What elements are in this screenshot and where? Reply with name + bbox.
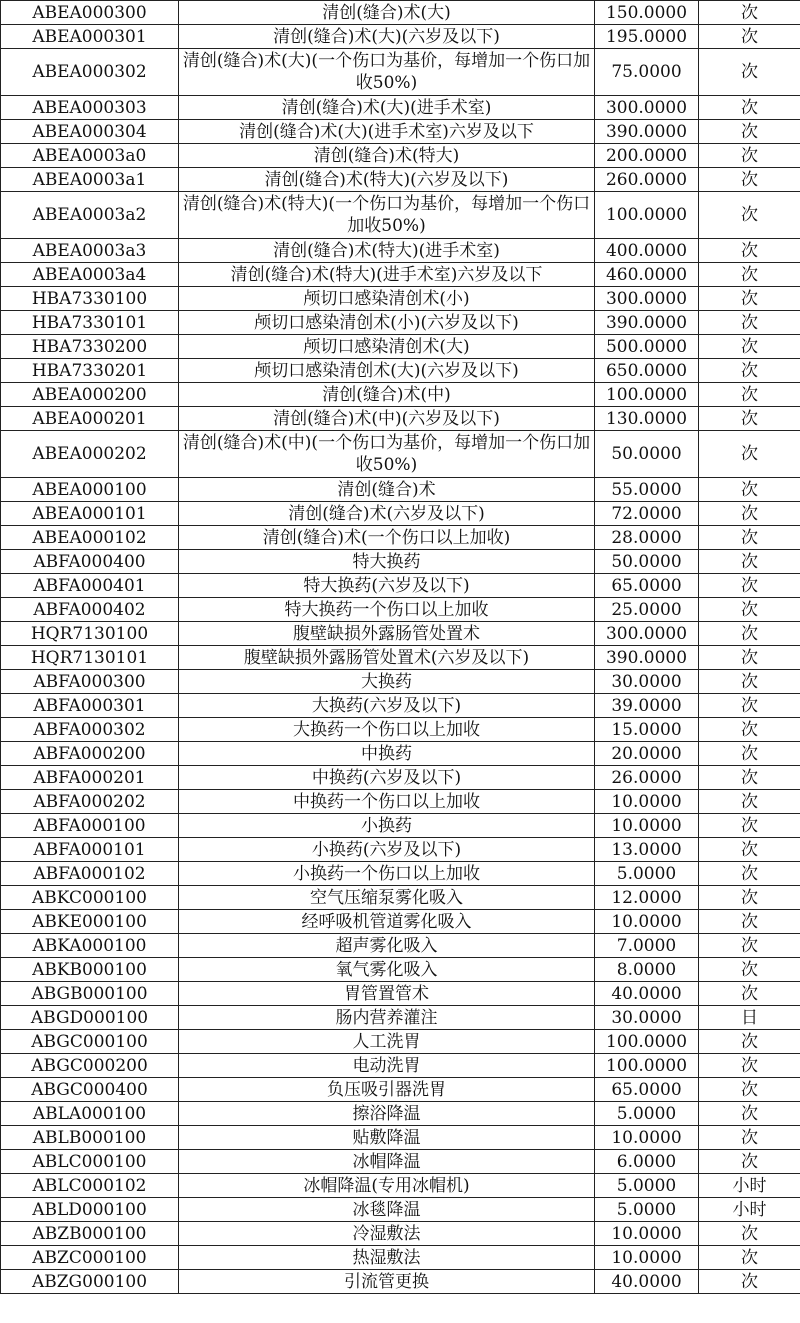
item-unit-cell: 次 (699, 25, 800, 49)
table-row (1, 49, 800, 96)
item-unit-cell: 次 (699, 1126, 800, 1150)
item-code-cell: ABEA000101 (1, 502, 179, 526)
item-code-cell: ABEA0003a1 (1, 168, 179, 192)
item-unit-cell: 次 (699, 287, 800, 311)
item-unit-cell: 次 (699, 934, 800, 958)
item-code-cell: ABZG000100 (1, 1270, 179, 1294)
item-price-cell: 400.0000 (595, 239, 699, 263)
item-unit-cell: 次 (699, 1078, 800, 1102)
item-unit-cell: 次 (699, 263, 800, 287)
item-code-cell: ABEA000202 (1, 431, 179, 478)
item-code-cell: ABKE000100 (1, 910, 179, 934)
table-row (1, 120, 800, 144)
table-row (1, 742, 800, 766)
item-code-cell: HQR7130100 (1, 622, 179, 646)
item-price-cell: 10.0000 (595, 814, 699, 838)
item-name-cell: 清创(缝合)术(特大)(进手术室)六岁及以下 (179, 263, 595, 287)
item-price-cell: 72.0000 (595, 502, 699, 526)
item-code-cell: ABGC000400 (1, 1078, 179, 1102)
item-name-cell: 氧气雾化吸入 (179, 958, 595, 982)
table-row (1, 144, 800, 168)
item-name-cell: 空气压缩泵雾化吸入 (179, 886, 595, 910)
item-name-cell: 胃管置管术 (179, 982, 595, 1006)
item-unit-cell: 次 (699, 598, 800, 622)
item-price-cell: 10.0000 (595, 1222, 699, 1246)
item-name-cell: 人工洗胃 (179, 1030, 595, 1054)
item-name-cell: 腹壁缺损外露肠管处置术(六岁及以下) (179, 646, 595, 670)
item-unit-cell: 次 (699, 49, 800, 96)
item-code-cell: HBA7330200 (1, 335, 179, 359)
item-name-cell: 冰帽降温 (179, 1150, 595, 1174)
item-unit-cell: 次 (699, 886, 800, 910)
table-row (1, 550, 800, 574)
table-row (1, 502, 800, 526)
item-price-cell: 20.0000 (595, 742, 699, 766)
item-price-cell: 75.0000 (595, 49, 699, 96)
item-unit-cell: 次 (699, 982, 800, 1006)
item-name-cell: 中换药(六岁及以下) (179, 766, 595, 790)
table-row (1, 814, 800, 838)
item-unit-cell: 次 (699, 192, 800, 239)
table-row (1, 311, 800, 335)
table-row (1, 886, 800, 910)
item-price-cell: 390.0000 (595, 311, 699, 335)
item-price-cell: 390.0000 (595, 120, 699, 144)
item-code-cell: ABLC000100 (1, 1150, 179, 1174)
item-name-cell: 贴敷降温 (179, 1126, 595, 1150)
item-code-cell: ABFA000200 (1, 742, 179, 766)
item-price-cell: 55.0000 (595, 478, 699, 502)
item-name-cell: 清创(缝合)术(大)(一个伤口为基价，每增加一个伤口加收50%) (179, 49, 595, 96)
table-row (1, 1078, 800, 1102)
item-name-cell: 引流管更换 (179, 1270, 595, 1294)
table-row (1, 790, 800, 814)
table-row (1, 1, 800, 25)
item-name-cell: 清创(缝合)术 (179, 478, 595, 502)
item-name-cell: 清创(缝合)术(大)(进手术室)六岁及以下 (179, 120, 595, 144)
item-price-cell: 130.0000 (595, 407, 699, 431)
item-code-cell: ABFA000201 (1, 766, 179, 790)
item-code-cell: ABFA000302 (1, 718, 179, 742)
item-name-cell: 清创(缝合)术(大)(进手术室) (179, 96, 595, 120)
item-unit-cell: 次 (699, 790, 800, 814)
item-unit-cell: 次 (699, 694, 800, 718)
table-row (1, 1174, 800, 1198)
table-row (1, 1030, 800, 1054)
item-code-cell: ABFA000300 (1, 670, 179, 694)
table-row (1, 526, 800, 550)
item-code-cell: ABEA000301 (1, 25, 179, 49)
item-price-cell: 30.0000 (595, 1006, 699, 1030)
item-price-cell: 200.0000 (595, 144, 699, 168)
table-row (1, 574, 800, 598)
item-name-cell: 清创(缝合)术(中)(一个伤口为基价，每增加一个伤口加收50%) (179, 431, 595, 478)
item-code-cell: ABEA000200 (1, 383, 179, 407)
table-row (1, 192, 800, 239)
item-code-cell: ABLA000100 (1, 1102, 179, 1126)
item-name-cell: 肠内营养灌注 (179, 1006, 595, 1030)
item-code-cell: ABEA000303 (1, 96, 179, 120)
item-code-cell: ABEA000100 (1, 478, 179, 502)
item-price-cell: 40.0000 (595, 982, 699, 1006)
item-name-cell: 清创(缝合)术(特大)(六岁及以下) (179, 168, 595, 192)
item-unit-cell: 次 (699, 311, 800, 335)
table-row (1, 910, 800, 934)
item-unit-cell: 次 (699, 622, 800, 646)
table-row (1, 622, 800, 646)
item-price-cell: 30.0000 (595, 670, 699, 694)
table-row (1, 1246, 800, 1270)
item-price-cell: 65.0000 (595, 1078, 699, 1102)
item-code-cell: ABFA000100 (1, 814, 179, 838)
item-unit-cell: 次 (699, 862, 800, 886)
item-price-cell: 5.0000 (595, 862, 699, 886)
item-unit-cell: 次 (699, 144, 800, 168)
item-price-cell: 28.0000 (595, 526, 699, 550)
item-name-cell: 清创(缝合)术(特大) (179, 144, 595, 168)
item-code-cell: ABGC000100 (1, 1030, 179, 1054)
table-row (1, 1006, 800, 1030)
item-unit-cell: 次 (699, 910, 800, 934)
item-price-cell: 10.0000 (595, 910, 699, 934)
table-row (1, 718, 800, 742)
item-code-cell: ABFA000400 (1, 550, 179, 574)
item-name-cell: 清创(缝合)术(中)(六岁及以下) (179, 407, 595, 431)
table-body (1, 1, 800, 1294)
item-unit-cell: 小时 (699, 1174, 800, 1198)
item-name-cell: 中换药一个伤口以上加收 (179, 790, 595, 814)
table-row (1, 1102, 800, 1126)
table-row (1, 1126, 800, 1150)
item-code-cell: ABEA000201 (1, 407, 179, 431)
table-row (1, 263, 800, 287)
item-price-cell: 100.0000 (595, 1030, 699, 1054)
item-name-cell: 擦浴降温 (179, 1102, 595, 1126)
table-row (1, 862, 800, 886)
item-code-cell: ABGC000200 (1, 1054, 179, 1078)
item-code-cell: ABEA000300 (1, 1, 179, 25)
table-row (1, 934, 800, 958)
table-row (1, 239, 800, 263)
item-name-cell: 小换药一个伤口以上加收 (179, 862, 595, 886)
item-unit-cell: 次 (699, 574, 800, 598)
table-row (1, 407, 800, 431)
item-name-cell: 热湿敷法 (179, 1246, 595, 1270)
item-name-cell: 颅切口感染清创术(小) (179, 287, 595, 311)
item-price-cell: 195.0000 (595, 25, 699, 49)
table-row (1, 25, 800, 49)
item-name-cell: 清创(缝合)术(特大)(一个伤口为基价，每增加一个伤口加收50%) (179, 192, 595, 239)
item-price-cell: 5.0000 (595, 1174, 699, 1198)
item-code-cell: ABFA000102 (1, 862, 179, 886)
table-row (1, 766, 800, 790)
item-code-cell: ABFA000401 (1, 574, 179, 598)
item-name-cell: 清创(缝合)术(特大)(进手术室) (179, 239, 595, 263)
item-name-cell: 冷湿敷法 (179, 1222, 595, 1246)
item-unit-cell: 次 (699, 742, 800, 766)
item-name-cell: 小换药 (179, 814, 595, 838)
item-name-cell: 颅切口感染清创术(小)(六岁及以下) (179, 311, 595, 335)
item-unit-cell: 次 (699, 383, 800, 407)
item-unit-cell: 次 (699, 1030, 800, 1054)
table-row (1, 1222, 800, 1246)
item-code-cell: ABFA000202 (1, 790, 179, 814)
item-code-cell: ABFA000402 (1, 598, 179, 622)
item-code-cell: ABEA0003a0 (1, 144, 179, 168)
item-price-cell: 10.0000 (595, 1246, 699, 1270)
table-row (1, 958, 800, 982)
item-code-cell: HBA7330101 (1, 311, 179, 335)
item-code-cell: ABEA000304 (1, 120, 179, 144)
item-name-cell: 冰毯降温 (179, 1198, 595, 1222)
item-name-cell: 腹壁缺损外露肠管处置术 (179, 622, 595, 646)
item-price-cell: 150.0000 (595, 1, 699, 25)
item-code-cell: HBA7330100 (1, 287, 179, 311)
item-unit-cell: 日 (699, 1006, 800, 1030)
item-price-cell: 13.0000 (595, 838, 699, 862)
item-unit-cell: 次 (699, 1102, 800, 1126)
item-name-cell: 经呼吸机管道雾化吸入 (179, 910, 595, 934)
table-row (1, 168, 800, 192)
item-unit-cell: 次 (699, 478, 800, 502)
item-price-cell: 260.0000 (595, 168, 699, 192)
item-code-cell: ABGD000100 (1, 1006, 179, 1030)
item-code-cell: ABZC000100 (1, 1246, 179, 1270)
item-unit-cell: 次 (699, 1150, 800, 1174)
item-price-cell: 65.0000 (595, 574, 699, 598)
item-unit-cell: 次 (699, 120, 800, 144)
item-price-cell: 500.0000 (595, 335, 699, 359)
item-name-cell: 小换药(六岁及以下) (179, 838, 595, 862)
table-row (1, 359, 800, 383)
item-price-cell: 7.0000 (595, 934, 699, 958)
item-code-cell: ABLD000100 (1, 1198, 179, 1222)
item-price-cell: 6.0000 (595, 1150, 699, 1174)
item-price-cell: 300.0000 (595, 287, 699, 311)
table-row (1, 1198, 800, 1222)
item-unit-cell: 次 (699, 838, 800, 862)
item-code-cell: ABEA0003a3 (1, 239, 179, 263)
item-code-cell: HBA7330201 (1, 359, 179, 383)
item-unit-cell: 次 (699, 1222, 800, 1246)
item-price-cell: 39.0000 (595, 694, 699, 718)
item-name-cell: 特大换药一个伤口以上加收 (179, 598, 595, 622)
item-name-cell: 清创(缝合)术(中) (179, 383, 595, 407)
item-name-cell: 大换药(六岁及以下) (179, 694, 595, 718)
item-code-cell: ABZB000100 (1, 1222, 179, 1246)
item-unit-cell: 次 (699, 431, 800, 478)
table-row (1, 838, 800, 862)
item-price-cell: 25.0000 (595, 598, 699, 622)
item-name-cell: 特大换药 (179, 550, 595, 574)
item-code-cell: ABFA000301 (1, 694, 179, 718)
item-unit-cell: 次 (699, 1246, 800, 1270)
item-price-cell: 40.0000 (595, 1270, 699, 1294)
item-name-cell: 清创(缝合)术(大)(六岁及以下) (179, 25, 595, 49)
item-code-cell: ABKB000100 (1, 958, 179, 982)
table-row (1, 982, 800, 1006)
item-unit-cell: 次 (699, 407, 800, 431)
item-price-cell: 10.0000 (595, 790, 699, 814)
item-name-cell: 超声雾化吸入 (179, 934, 595, 958)
item-price-cell: 300.0000 (595, 96, 699, 120)
item-unit-cell: 次 (699, 502, 800, 526)
item-unit-cell: 次 (699, 550, 800, 574)
table-row (1, 383, 800, 407)
table-row (1, 431, 800, 478)
table-row (1, 1150, 800, 1174)
table-row (1, 1270, 800, 1294)
item-price-cell: 460.0000 (595, 263, 699, 287)
item-price-cell: 5.0000 (595, 1198, 699, 1222)
item-name-cell: 清创(缝合)术(六岁及以下) (179, 502, 595, 526)
item-name-cell: 冰帽降温(专用冰帽机) (179, 1174, 595, 1198)
item-code-cell: ABFA000101 (1, 838, 179, 862)
item-code-cell: ABLC000102 (1, 1174, 179, 1198)
table-row (1, 670, 800, 694)
table-row (1, 287, 800, 311)
item-name-cell: 清创(缝合)术(一个伤口以上加收) (179, 526, 595, 550)
item-code-cell: ABEA0003a2 (1, 192, 179, 239)
item-code-cell: ABEA000302 (1, 49, 179, 96)
item-unit-cell: 次 (699, 718, 800, 742)
table-row (1, 335, 800, 359)
item-price-cell: 8.0000 (595, 958, 699, 982)
item-name-cell: 清创(缝合)术(大) (179, 1, 595, 25)
item-name-cell: 颅切口感染清创术(大) (179, 335, 595, 359)
item-unit-cell: 小时 (699, 1198, 800, 1222)
item-unit-cell: 次 (699, 239, 800, 263)
item-unit-cell: 次 (699, 646, 800, 670)
item-name-cell: 大换药一个伤口以上加收 (179, 718, 595, 742)
item-code-cell: ABKA000100 (1, 934, 179, 958)
item-unit-cell: 次 (699, 1, 800, 25)
item-name-cell: 电动洗胃 (179, 1054, 595, 1078)
item-name-cell: 特大换药(六岁及以下) (179, 574, 595, 598)
item-price-cell: 50.0000 (595, 431, 699, 478)
item-code-cell: ABEA000102 (1, 526, 179, 550)
item-price-cell: 650.0000 (595, 359, 699, 383)
item-code-cell: ABLB000100 (1, 1126, 179, 1150)
item-price-cell: 5.0000 (595, 1102, 699, 1126)
table-row (1, 694, 800, 718)
item-price-cell: 15.0000 (595, 718, 699, 742)
item-unit-cell: 次 (699, 958, 800, 982)
item-price-cell: 100.0000 (595, 1054, 699, 1078)
item-code-cell: HQR7130101 (1, 646, 179, 670)
item-price-cell: 26.0000 (595, 766, 699, 790)
item-unit-cell: 次 (699, 359, 800, 383)
item-price-cell: 100.0000 (595, 192, 699, 239)
item-price-cell: 100.0000 (595, 383, 699, 407)
item-unit-cell: 次 (699, 1054, 800, 1078)
item-unit-cell: 次 (699, 1270, 800, 1294)
item-unit-cell: 次 (699, 670, 800, 694)
item-price-cell: 300.0000 (595, 622, 699, 646)
item-unit-cell: 次 (699, 96, 800, 120)
item-name-cell: 大换药 (179, 670, 595, 694)
item-price-cell: 10.0000 (595, 1126, 699, 1150)
item-unit-cell: 次 (699, 168, 800, 192)
table-row (1, 598, 800, 622)
item-code-cell: ABGB000100 (1, 982, 179, 1006)
item-unit-cell: 次 (699, 526, 800, 550)
table-row (1, 646, 800, 670)
item-price-cell: 12.0000 (595, 886, 699, 910)
table-row (1, 478, 800, 502)
item-unit-cell: 次 (699, 766, 800, 790)
item-code-cell: ABKC000100 (1, 886, 179, 910)
item-price-cell: 390.0000 (595, 646, 699, 670)
item-unit-cell: 次 (699, 335, 800, 359)
item-name-cell: 颅切口感染清创术(大)(六岁及以下) (179, 359, 595, 383)
item-code-cell: ABEA0003a4 (1, 263, 179, 287)
table-row (1, 1054, 800, 1078)
item-name-cell: 负压吸引器洗胃 (179, 1078, 595, 1102)
table-row (1, 96, 800, 120)
item-name-cell: 中换药 (179, 742, 595, 766)
item-price-cell: 50.0000 (595, 550, 699, 574)
item-unit-cell: 次 (699, 814, 800, 838)
